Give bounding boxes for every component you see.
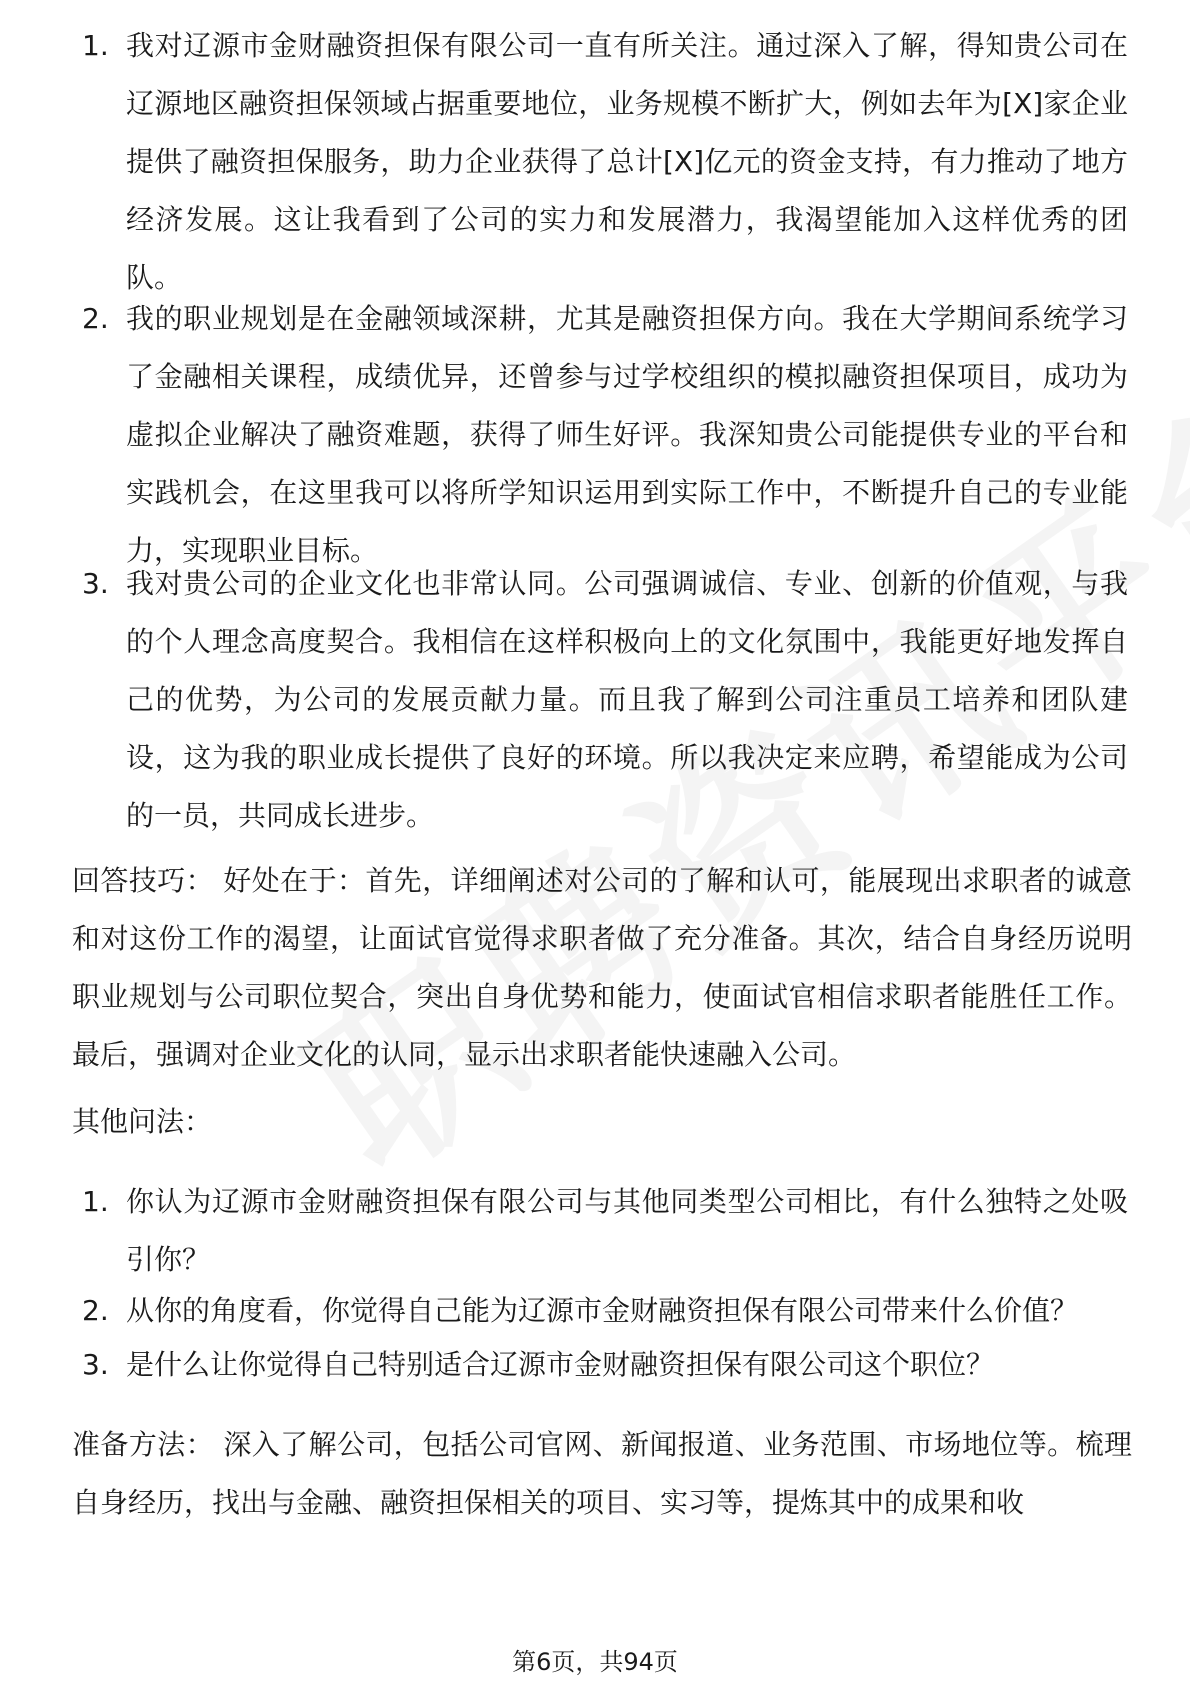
list-text: 我对辽源市金财融资担保有限公司一直有所关注。通过深入了解，得知贵公司在辽源地区融资担保领域占据重要地位，业务规模不断扩大，例如去年为[X]家企业提供了融资担保服务，助力企业获得了总计[X]亿元的资金支持，有力推动了地方经济发展。这让我看到了公司的实力和发展潜力，我渴望能加入这样优秀的团队。 [126,29,1128,294]
list-item [0,17,1190,307]
list-text: 你认为辽源市金财融资担保有限公司与其他同类型公司相比，有什么独特之处吸引你？ [126,1185,1128,1276]
list-item [0,555,1190,845]
list-text: 我对贵公司的企业文化也非常认同。公司强调诚信、专业、创新的价值观，与我的个人理念高度契合。我相信在这样积极向上的文化氛围中，我能更好地发挥自己的优势，为公司的发展贡献力量。而且我了解到公司注重员工培养和团队建设，这为我的职业成长提供了良好的环境。所以我决定来应聘，希望能成为公司的一员，共同成长进步。 [126,567,1128,832]
list-number: 3. [82,567,109,600]
list-number: 1. [82,1185,109,1218]
list-text: 我的职业规划是在金融领域深耕，尤其是融资担保方向。我在大学期间系统学习了金融相关课程，成绩优异，还曾参与过学校组织的模拟融资担保项目，成功为虚拟企业解决了融资难题，获得了师生好评。我深知贵公司能提供专业的平台和实践机会，在这里我可以将所学知识运用到实际工作中，不断提升自己的专业能力，实现职业目标。 [126,302,1128,567]
other-questions-heading: 其他问法： [72,1105,213,1138]
list-text: 从你的角度看，你觉得自己能为辽源市金财融资担保有限公司带来什么价值？ [126,1294,1079,1327]
list-number: 3. [82,1348,109,1381]
list-number: 1. [82,29,109,62]
page-footer: 第6页，共94页 [512,1648,678,1676]
preparation-method: 准备方法： 深入了解公司，包括公司官网、新闻报道、业务范围、市场地位等。梳理自身经历，找出与金融、融资担保相关的项目、实习等，提炼其中的成果和收 [72,1428,1132,1519]
list-item [0,290,1190,580]
list-number: 2. [82,302,109,335]
list-number: 2. [82,1294,109,1327]
list-text: 是什么让你觉得自己特别适合辽源市金财融资担保有限公司这个职位？ [126,1348,995,1381]
answer-tips: 回答技巧： 好处在于：首先，详细阐述对公司的了解和认可，能展现出求职者的诚意和对这份工作的渴望，让面试官觉得求职者做了充分准备。其次，结合自身经历说明职业规划与公司职位契合，突出自身优势和能力，使面试官相信求职者能胜任工作。最后，强调对企业文化的认同，显示出求职者能快速融入公司。 [72,864,1132,1071]
